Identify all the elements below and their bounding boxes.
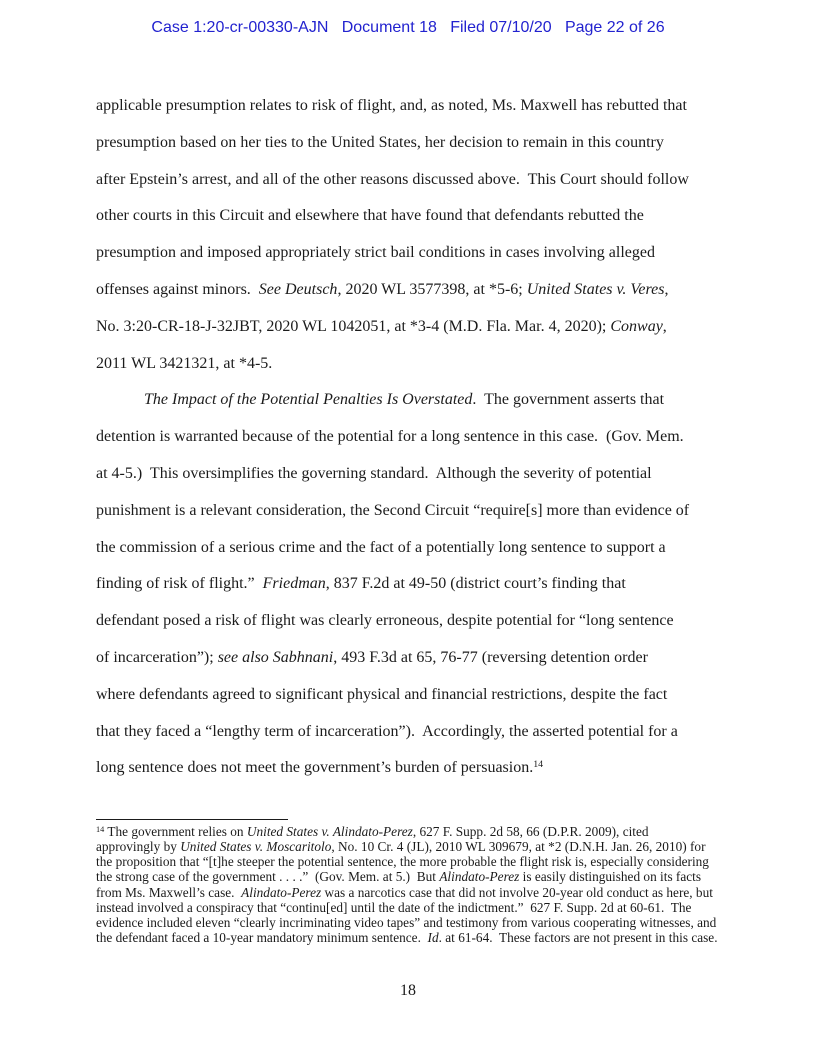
text-run: . The government asserts that xyxy=(472,391,665,409)
text-run: was a narcotics case that did not involve 20-year old conduct as here, but xyxy=(321,884,713,900)
text-run: applicable presumption relates to risk of flight, and, as noted, Ms. Maxwell has rebutted that xyxy=(96,97,687,114)
text-run: Alindato-Perez xyxy=(439,869,520,885)
text-run: 14 xyxy=(96,824,105,834)
page-number: 18 xyxy=(400,982,416,999)
text-line xyxy=(96,530,726,567)
text-run: The Impact of the Potential Penalties Is Overstated xyxy=(144,391,473,409)
text-run: . at 61-64. These factors are not present in this case. xyxy=(438,930,718,946)
text-run: is easily distinguished on its facts xyxy=(519,869,702,885)
paragraph-presumption-rebutted xyxy=(96,88,726,382)
text-run: instead involved a conspiracy that “continu[ed] until the date of the indictment.” 627 F. Supp. 2d at 60-61. The xyxy=(96,899,692,915)
text-line xyxy=(96,750,726,787)
text-run: the proposition that “[t]he steeper the potential sentence, the more probable the flight risk is, especially considering xyxy=(96,854,709,870)
text-line xyxy=(96,854,726,869)
text-line xyxy=(96,493,726,530)
text-run: , 627 F. Supp. 2d 58, 66 (D.P.R. 2009), cited xyxy=(412,824,649,839)
text-run: The government relies on xyxy=(104,824,247,839)
text-run: 14 xyxy=(533,759,544,771)
text-run: Id xyxy=(427,930,439,946)
text-run: see also Sabhnani xyxy=(217,648,334,666)
text-run: , 493 F.3d at 65, 76-77 (reversing detention order xyxy=(333,648,648,666)
text-run: United States v. Veres xyxy=(526,280,665,298)
text-line xyxy=(96,346,726,383)
text-line xyxy=(96,162,726,199)
text-run: United States v. Moscaritolo xyxy=(180,839,332,855)
text-line xyxy=(96,382,726,419)
text-line xyxy=(96,839,726,854)
footnote-14 xyxy=(96,824,726,945)
text-run: offenses against minors. xyxy=(96,280,259,298)
text-run: where defendants agreed to significant physical and financial restrictions, despite the fact xyxy=(96,685,668,703)
text-run: , No. 10 Cr. 4 (JL), 2010 WL 309679, at *2 (D.N.H. Jan. 26, 2010) for xyxy=(331,839,706,855)
text-line xyxy=(96,603,726,640)
text-line xyxy=(96,885,726,900)
text-run: defendant posed a risk of flight was clearly erroneous, despite potential for “long sentence xyxy=(96,612,674,630)
text-run: punishment is a relevant consideration, the Second Circuit “require[s] more than evidence of xyxy=(96,501,690,519)
text-run: the commission of a serious crime and the fact of a potentially long sentence to support a xyxy=(96,538,666,556)
text-run: presumption based on her ties to the United States, her decision to remain in this country xyxy=(96,133,664,151)
body-text xyxy=(96,88,726,787)
text-line xyxy=(96,88,726,125)
text-run: at 4-5.) This oversimplifies the governing standard. Although the severity of potential xyxy=(96,464,652,482)
text-run: Conway xyxy=(610,317,663,335)
text-run: other courts in this Circuit and elsewhere that have found that defendants rebutted the xyxy=(96,207,644,225)
paragraph-potential-penalties xyxy=(96,382,726,787)
text-line xyxy=(96,198,726,235)
text-line xyxy=(96,677,726,714)
text-run: , xyxy=(664,280,669,298)
text-line xyxy=(96,930,726,945)
text-line xyxy=(96,915,726,930)
text-run: from Ms. Maxwell’s case. xyxy=(96,884,242,900)
case-stamp-header: Case 1:20-cr-00330-AJN Document 18 Filed 07/10/20 Page 22 of 26 xyxy=(151,19,665,36)
text-run: detention is warranted because of the potential for a long sentence in this case. (Gov. Mem. xyxy=(96,428,684,446)
text-run: long sentence does not meet the government’s burden of persuasion. xyxy=(96,759,534,777)
text-line xyxy=(96,640,726,677)
text-run: , 837 F.2d at 49-50 (district court’s finding that xyxy=(325,575,626,593)
text-line xyxy=(96,309,726,346)
text-line xyxy=(96,125,726,162)
text-line xyxy=(96,419,726,456)
text-line xyxy=(96,566,726,603)
text-run: 2011 WL 3421321, at *4-5. xyxy=(96,354,273,372)
text-line xyxy=(96,824,726,839)
text-run: finding of risk of flight.” xyxy=(96,575,263,593)
text-line xyxy=(96,869,726,884)
text-run: after Epstein’s arrest, and all of the other reasons discussed above. This Court should follow xyxy=(96,170,689,188)
text-run: that they faced a “lengthy term of incarceration”). Accordingly, the asserted potential for a xyxy=(96,722,678,740)
text-run: evidence included eleven “clearly incriminating video tapes” and testimony from various cooperating witnesses, and xyxy=(96,914,717,930)
text-run: the defendant faced a 10-year mandatory minimum sentence. xyxy=(96,930,428,946)
text-line xyxy=(96,235,726,272)
text-run: the strong case of the government . . . .” (Gov. Mem. at 5.) But xyxy=(96,869,440,885)
text-run: No. 3:20-CR-18-J-32JBT, 2020 WL 1042051, at *3-4 (M.D. Fla. Mar. 4, 2020); xyxy=(96,317,611,335)
text-run: approvingly by xyxy=(96,839,181,855)
text-run: of incarceration”); xyxy=(96,648,218,666)
text-run: Alindato-Perez xyxy=(241,884,322,900)
text-line xyxy=(96,456,726,493)
text-run: Friedman xyxy=(262,575,326,593)
text-run: , 2020 WL 3577398, at *5-6; xyxy=(337,280,527,298)
text-line xyxy=(96,714,726,751)
text-line xyxy=(96,272,726,309)
text-line xyxy=(96,900,726,915)
text-run: See Deutsch xyxy=(258,280,338,298)
text-run: United States v. Alindato-Perez xyxy=(246,824,413,839)
text-run: presumption and imposed appropriately strict bail conditions in cases involving alleged xyxy=(96,244,655,262)
text-run: , xyxy=(662,317,667,335)
footnote-separator-rule xyxy=(96,819,288,820)
